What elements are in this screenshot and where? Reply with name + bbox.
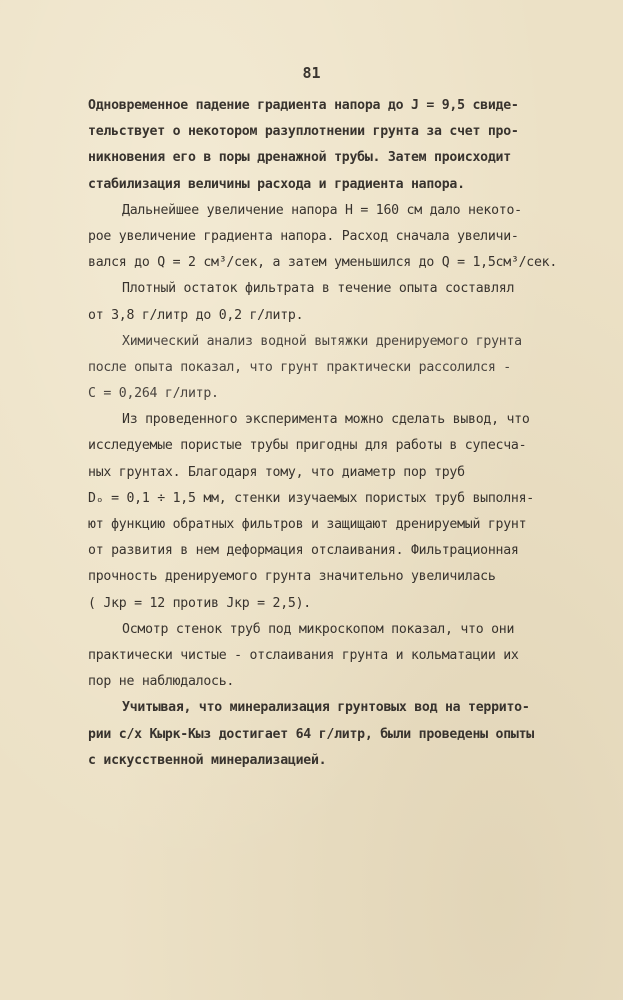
text-line: С = 0,264 г/литр. bbox=[88, 386, 219, 402]
text-line: пор не наблюдалось. bbox=[88, 674, 235, 690]
text-line: ( Jкр = 12 против Jкр = 2,5). bbox=[88, 595, 311, 611]
text-line: Одновременное падение градиента напора до J = 9,5 свиде- bbox=[88, 98, 519, 113]
text-line: Dₒ = 0,1 ÷ 1,5 мм, стенки изучаемых пористых труб выполня- bbox=[88, 490, 534, 506]
text-line: практически чистые - отслаивания грунта и кольматации их bbox=[88, 647, 519, 663]
text-line: вался до Q = 2 см³/сек, а затем уменьшился до Q = 1,5см³/сек. bbox=[88, 255, 558, 271]
page-number: 81 bbox=[302, 64, 321, 82]
text-line: Дальнейшее увеличение напора Н = 160 см дало некото- bbox=[122, 202, 522, 218]
text-line: рии с/х Кырк-Кыз достигает 64 г/литр, были проведены опыты bbox=[88, 726, 534, 742]
text-line: Из проведенного эксперимента можно сделать вывод, что bbox=[122, 412, 530, 428]
text-line: исследуемые пористые трубы пригодны для работы в супесча- bbox=[88, 438, 527, 454]
text-line: от 3,8 г/литр до 0,2 г/литр. bbox=[88, 307, 304, 323]
text-line: Плотный остаток фильтрата в течение опыта составлял bbox=[122, 281, 515, 297]
text-line: Осмотр стенок труб под микроскопом показал, что они bbox=[122, 621, 515, 637]
text-line: ют функцию обратных фильтров и защищают дренируемый грунт bbox=[88, 517, 527, 532]
text-line: после опыта показал, что грунт практически рассолился - bbox=[88, 359, 511, 375]
text-line: с искусственной минерализацией. bbox=[88, 752, 327, 768]
text-line: тельствует о некотором разуплотнении грунта за счет про- bbox=[88, 124, 519, 140]
text-line: рое увеличение градиента напора. Расход сначала увеличи- bbox=[88, 228, 519, 244]
text-line: ных грунтах. Благодаря тому, что диаметр пор труб bbox=[88, 464, 465, 480]
text-line: стабилизация величины расхода и градиента напора. bbox=[88, 176, 465, 192]
text-line: Химический анализ водной вытяжки дренируемого грунта bbox=[122, 333, 522, 349]
text-line: никновения его в поры дренажной трубы. Затем происходит bbox=[88, 150, 511, 166]
body-text bbox=[88, 93, 588, 774]
text-line: от развития в нем деформация отслаивания. Фильтрационная bbox=[88, 543, 519, 559]
text-line: прочность дренируемого грунта значительно увеличилась bbox=[88, 569, 496, 585]
text-line: Учитывая, что минерализация грунтовых вод на террито- bbox=[122, 700, 530, 716]
